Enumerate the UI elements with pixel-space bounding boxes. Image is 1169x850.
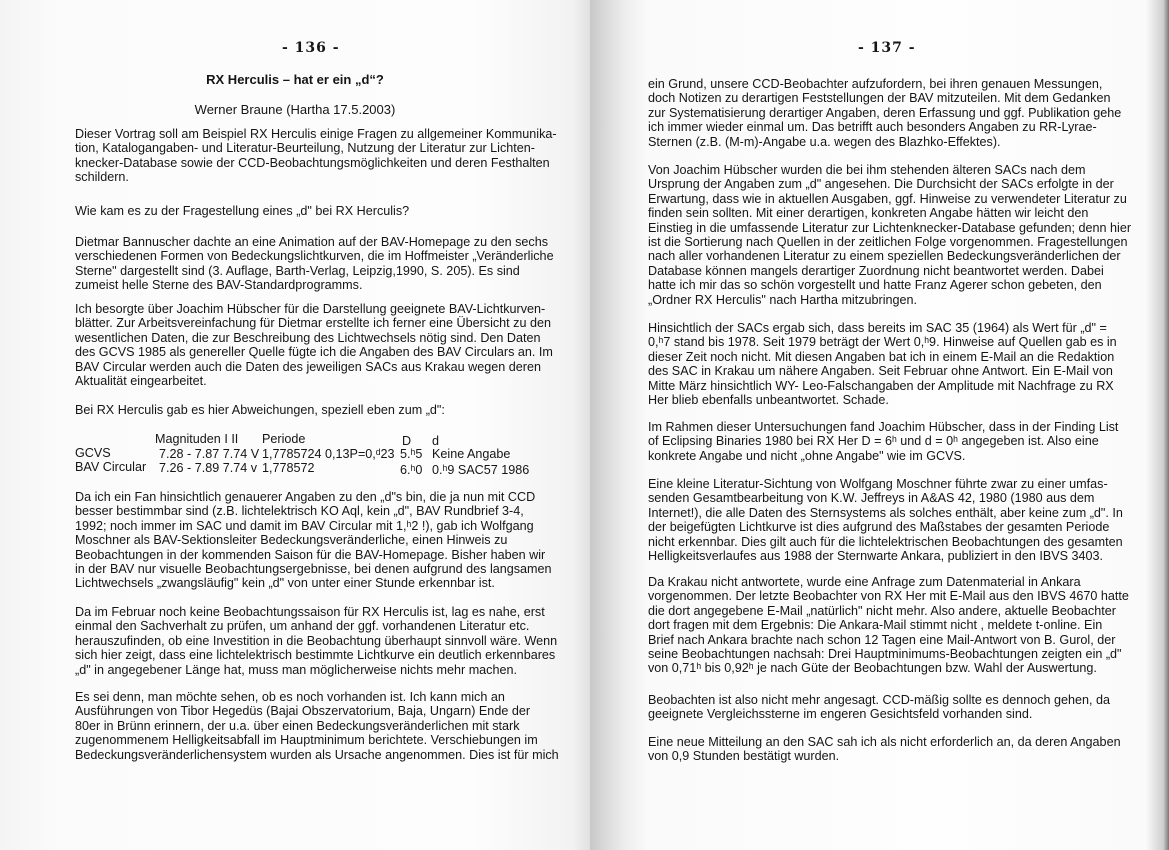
text-line: Beobachten ist also nicht mehr angesagt. CCD-mäßig sollte es dennoch gehen, da [648, 693, 1111, 707]
text-line: Da ich ein Fan hinsichtlich genauerer Angaben zu den „d"s bin, die ja nun mit CCD [75, 490, 536, 504]
table-cell-D: 6.ʰ0 [400, 463, 423, 477]
text-line: die dort angegebene E-Mail „natürlich" nicht mehr. Also andere, aktuelle Beobachter [648, 603, 1116, 618]
text-line: ein Grund, unsere CCD-Beobachter aufzufordern, bei ihren genauen Messungen, [648, 77, 1103, 91]
page-number: - 136 - [282, 40, 340, 56]
table-header-d: d [432, 434, 440, 448]
text-line: des SAC in Krakau um nähere Angaben. Seit Februar ohne Antwort. Ein E-Mail von [648, 364, 1113, 379]
text-line: konkrete Angabe und nicht „ohne Angabe" wie im GCVS. [648, 448, 966, 463]
text-line: 1992; noch immer im SAC und damit im BAV Circular mit 1,ʰ2 !), gab ich Wolfgang [75, 518, 534, 533]
paragraph [648, 420, 1118, 463]
text-line: zumeist helle Sterne des BAV-Standardprogramms. [75, 278, 363, 293]
paragraph [648, 575, 1129, 676]
text-line: wesentlichen Daten, die zur Beschreibung des Lichtwechsels nötig sind. Den Daten [75, 330, 541, 345]
text-line: Hinsichtlich der SACs ergab sich, dass bereits im SAC 35 (1964) als Wert für „d" = [648, 321, 1107, 335]
page-number: - 137 - [858, 40, 916, 56]
paragraph [75, 490, 552, 591]
paragraph [75, 403, 445, 417]
text-line: Beobachtungen in der kommenden Saison für die BAV-Homepage. Bisher haben wir [75, 547, 546, 562]
text-line: Internet!), die alle Daten des Sternsystems als solches enthält, aber keine zum „d". In [648, 505, 1123, 520]
table-row-label: BAV Circular [75, 460, 147, 474]
paragraph [75, 690, 559, 762]
paragraph [75, 605, 557, 677]
text-line: tion, Katalogangaben- und Literatur-Beurteilung, Nutzung der Literatur zur Lichten- [75, 141, 535, 156]
table-cell-mags: 7.28 - 7.87 7.74 V [159, 447, 260, 461]
text-line: sich hier zeigt, dass eine lichtelektrisch bestimmte Lichtkurve ein deutlich erkennbares [75, 648, 556, 663]
text-line: Da Krakau nicht antwortete, wurde eine Anfrage zum Datenmaterial in Ankara [648, 575, 1081, 589]
text-line: einmal den Sachverhalt zu prüfen, um anhand der ggf. vorhandenen Literatur etc. [75, 619, 530, 634]
text-line: Mitte März hinsichtlich WY- Leo-Falschangaben der Amplitude mit Nachfrage zu RX [648, 378, 1114, 393]
text-line: Ich besorgte über Joachim Hübscher für die Darstellung geeignete BAV-Lichtkurven- [75, 302, 546, 316]
text-line: dort fragen mit dem Ergebnis: Die Ankara-Mail stimmt nicht , meldete t-online. Ein [648, 618, 1103, 633]
text-line: Ursprung der Angaben zum „d" angesehen. Die Durchsicht der SACs erfolgte in der [648, 177, 1114, 192]
text-line: besser bestimmbar sind (z.B. lichtelektrisch KO Aql, kein „d", BAV Rundbrief 3-4, [75, 504, 524, 519]
text-line: Sterne" dargestellt sind (3. Auflage, Barth-Verlag, Leipzig,1990, S. 205). Es sind [75, 263, 520, 278]
text-line: verschiedenen Formen von Bedeckungslichtkurven, die im Hoffmeister „Veränderliche [75, 249, 554, 264]
table-row-label: GCVS [75, 446, 111, 460]
text-line: des GCVS 1985 als genereller Quelle fügte ich die Angaben des BAV Circulars an. Im [75, 345, 553, 360]
paragraph [648, 163, 1131, 307]
table-cell-mags: 7.26 - 7.89 7.74 v [159, 461, 258, 475]
table-header-period: Periode [262, 432, 306, 446]
text-line: Es sei denn, man möchte sehen, ob es noch vorhanden ist. Ich kann mich an [75, 690, 505, 704]
paragraph [75, 127, 557, 185]
text-line: Erwartung, dass wie in aktuellen Ausgaben, ggf. Hinweise zu verwendeter Literatur zu [648, 191, 1127, 206]
text-line: in der BAV nur visuelle Beobachtungsergebnisse, bei denen aufgrund des langsamen [75, 562, 552, 577]
paragraph [75, 204, 409, 218]
text-line: Einstieg in die umfassende Literatur zur Lichtenknecker-Database gefunden; denn hier [648, 220, 1132, 235]
text-line: nicht erkennbar. Dies gilt auch für die lichtelektrischen Beobachtungen des gesamten [648, 534, 1123, 549]
text-line: Bedeckungsveränderlichensystem wurden als Ursache angenommen. Dies ist für mich [75, 747, 559, 762]
text-line: hatte ich mir das so schön vorgestellt und hatte Franz Agerer schon gebeten, den [648, 278, 1102, 293]
paragraph [648, 477, 1123, 563]
text-line: doch Notizen zu derartigen Feststellungen der BAV mitzuteilen. Mit dem Gedanken [648, 91, 1111, 106]
text-line: seine Beobachtungen nachsah: Drei Hauptminimums-Beobachtungen zeigten ein „d" [648, 647, 1122, 662]
text-line: von 0,71ʰ bis 0,92ʰ je nach Güte der Beobachtungen bzw. Wahl der Auswertung. [648, 661, 1097, 676]
paragraph [75, 302, 553, 388]
text-line: vorgenommen. Der letzte Beobachter von RX Her mit E-Mail aus den IBVS 4670 hatte [648, 589, 1129, 604]
paragraph [75, 235, 554, 293]
text-line: of Eclipsing Binaries 1980 bei RX Her D = 6ʰ und d = 0ʰ angegeben ist. Also eine [648, 434, 1099, 449]
text-line: Von Joachim Hübscher wurden die bei ihm stehenden älteren SACs nach dem [648, 163, 1086, 177]
text-line: „Ordner RX Herculis" nach Hartha mitzubringen. [648, 292, 918, 307]
text-line: Im Rahmen dieser Untersuchungen fand Joachim Hübscher, dass in der Finding List [648, 420, 1119, 434]
text-line: Dietmar Bannuscher dachte an eine Animation auf der BAV-Homepage zu den sechs [75, 235, 549, 249]
text-line: knecker-Database sowie der CCD-Beobachtungsmöglichkeiten und deren Festhalten [75, 155, 550, 170]
table-header-D: D [402, 434, 412, 448]
text-line: finden sein sollten. Mit einer derartigen, konkreten Angabe hätten wir leicht den [648, 206, 1089, 221]
table-cell-d: 0.ʰ9 SAC57 1986 [432, 463, 530, 477]
text-line: zur Systematisierung derartiger Angaben, deren Erfassung und ggf. Publikation gehe [648, 105, 1122, 120]
article-author: Werner Braune (Hartha 17.5.2003) [194, 102, 396, 117]
text-line: Helligkeitsverlaufes aus 1988 der Sternwarte Ankara, publiziert in den IBVS 3403. [648, 549, 1104, 564]
right-page [590, 0, 1169, 850]
paragraph [648, 321, 1117, 407]
text-line: von 0,9 Stunden bestätigt wurden. [648, 749, 840, 764]
text-line: blätter. Zur Arbeitsvereinfachung für Dietmar erstellte ich ferner eine Übersicht zu den [75, 316, 551, 331]
article-title: RX Herculis – hat er ein „d“? [206, 72, 384, 87]
text-line: senden Gesamtbearbeitung von K.W. Jeffreys in A&AS 42, 1980 (1980 aus dem [648, 491, 1095, 506]
text-line: nach aller vorhandenen Literatur zu einem speziellen Bedeckungsveränderlichen der [648, 249, 1121, 264]
text-line: Da im Februar noch keine Beobachtungssaison für RX Herculis ist, lag es nahe, erst [75, 605, 545, 619]
table-cell-period: 1,778572 [262, 461, 315, 475]
table-cell-d: Keine Angabe [432, 447, 511, 461]
text-line: Brief nach Ankara brachte nach schon 12 Tagen eine Mail-Antwort von B. Gurol, der [648, 632, 1116, 647]
text-line: geeignete Vergleichssterne im engeren Gesichtsfeld vorhanden sind. [648, 707, 1033, 722]
paragraph [648, 77, 1121, 149]
text-line: Moschner als BAV-Sektionsleiter Bedeckungsveränderliche, einen Hinweis zu [75, 533, 508, 548]
text-line: Bei RX Herculis gab es hier Abweichungen, speziell eben zum „d": [75, 403, 445, 417]
text-line: Her blieb ebenfalls unbeantwortet. Schade. [648, 393, 889, 408]
table-cell-period: 1,7785724 0,13P=0,ᵈ23 [262, 447, 395, 461]
text-line: 80er in Brünn erinnern, der u.a. über einen Bedeckungsveränderlichen mit stark [75, 718, 520, 733]
text-line: Eine kleine Literatur-Sichtung von Wolfgang Moschner führte zwar zu einer umfas- [648, 477, 1108, 491]
text-line: zugenommenem Helligkeitsabfall im Hauptminimum berichtete. Verschiebungen im [75, 733, 538, 748]
text-line: „d" in angegebener Länge hat, muss man möglicherweise nichts mehr machen. [75, 662, 517, 677]
text-line: dieser Zeit noch nicht. Mit diesen Angaben bat ich in einem E-Mail an die Redaktion [648, 349, 1115, 364]
paragraph [648, 693, 1110, 722]
text-line: BAV Circular werden auch die Daten des jeweiligen SACs aus Krakau wegen deren [75, 359, 541, 374]
text-line: Lichtwechsels „zwangsläufig" kein „d" von unter einer Stunde erkennbar ist. [75, 576, 495, 591]
text-line: Database können mangels derartiger Zuordnung nicht beantwortet werden. Dabei [648, 263, 1104, 278]
text-line: Aktualität eingearbeitet. [75, 374, 207, 389]
text-line: Sternen (z.B. (M-m)-Angabe u.a. wegen des Blazhko-Effektes). [648, 134, 1001, 149]
table-cell-D: 5.ʰ5 [400, 447, 423, 461]
text-line: ist die Sortierung nach Quellen in der zeitlichen Folge vorgenommen. Fragestellungen [648, 235, 1128, 250]
text-line: Eine neue Mitteilung an den SAC sah ich als nicht erforderlich an, da deren Angaben [648, 735, 1121, 749]
text-line: der beigefügten Lichtkurve ist dies aufgrund des Maßstabes der gesamten Periode [648, 520, 1110, 535]
text-line: Wie kam es zu der Fragestellung eines „d" bei RX Herculis? [75, 204, 410, 218]
table-header-magnitudes: Magnituden I II [155, 432, 239, 446]
text-line: herauszufinden, ob eine Investition in die Beobachtung überhaupt sinnvoll wäre. Wenn [75, 633, 558, 648]
text-line: schildern. [75, 170, 129, 185]
paragraph [648, 735, 1121, 764]
text-line: Dieser Vortrag soll am Beispiel RX Herculis einige Fragen zu allgemeiner Kommunika- [75, 127, 557, 141]
text-line: 0,ʰ7 stand bis 1978. Seit 1979 beträgt der Wert 0,ʰ9. Hinweise auf Quellen gab es in [648, 335, 1117, 350]
text-line: ich immer wieder einmal um. Das betrifft auch besonders Angaben zu RR-Lyrae- [648, 120, 1097, 135]
text-line: Ausführungen von Tibor Hegedüs (Bajai Obszervatorium, Baja, Ungarn) Ende der [75, 704, 531, 719]
